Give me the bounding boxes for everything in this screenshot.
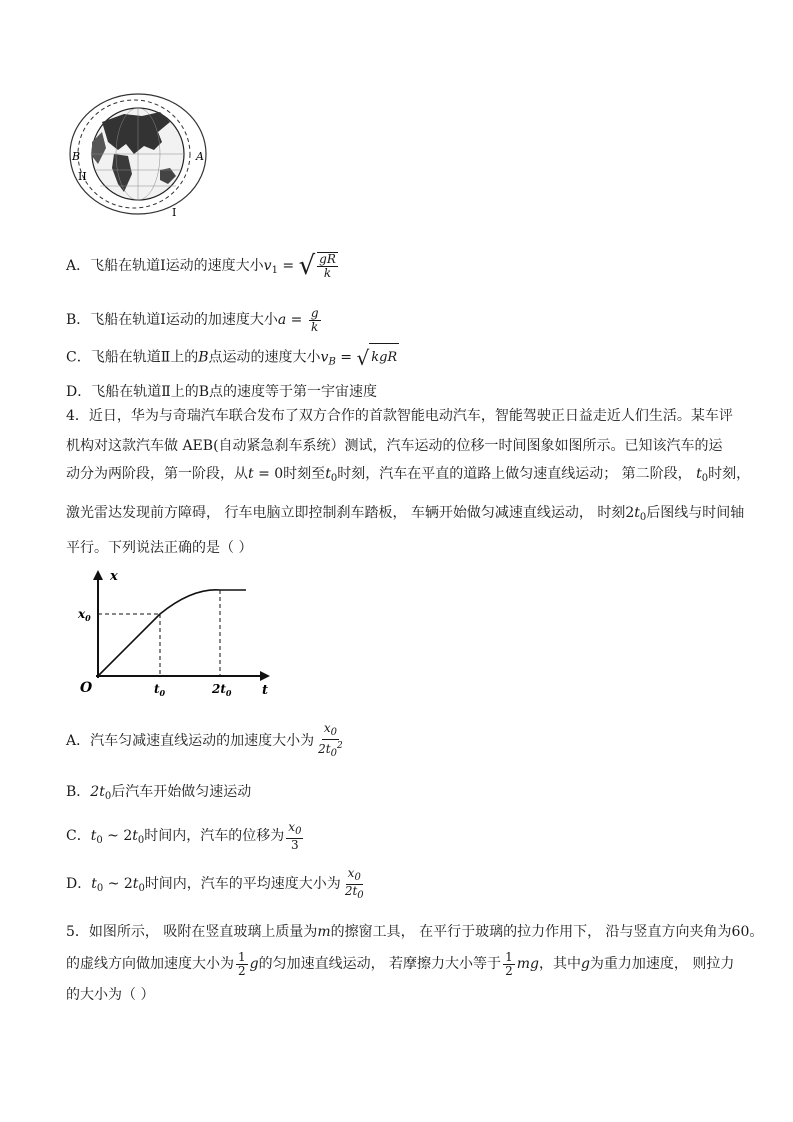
t0-label: [154, 682, 166, 698]
q4-b-mid: 2t: [90, 784, 105, 800]
q4-option-d: [66, 866, 368, 907]
q4-c-den: 3: [291, 837, 299, 852]
q3-b-num: g: [310, 305, 319, 320]
point-b-label: B: [72, 150, 81, 163]
q3-a-var: v: [263, 258, 272, 274]
q5-line1: [66, 922, 763, 942]
q4-line1-text: 4．近日，华为与奇瑞汽车联合发布了双方合作的首款智能电动汽车，智能驾驶正日益走近人们生活。某车评: [66, 408, 733, 424]
q4-d-tilde: ~ 2: [103, 876, 133, 892]
q4-c-t2: t: [132, 828, 138, 844]
q4-d-num: x: [347, 865, 355, 880]
q4-d-den-sub: 0: [357, 889, 364, 901]
q4-line3-d: 时刻，: [708, 466, 751, 482]
q4-line3: [66, 464, 750, 489]
q4-line4-a: 激光雷达发现前方障碍， 行车电脑立即控制刹车踏板， 车辆开始做匀减速直线运动， 时刻: [66, 505, 626, 521]
q4-line2-text: 机构对这款汽车做 AEB(自动紧急刹车系统）测试，汽车运动的位移一时间图象如图所示。已知该汽车的运: [66, 438, 723, 454]
q4-d-pre: D．: [66, 876, 92, 892]
q4-c-num: x: [288, 819, 296, 834]
q4-c-text: 时间内，汽车的位移为: [144, 828, 285, 844]
q4-d-num-sub: 0: [354, 871, 361, 883]
q5-g2: g: [580, 956, 590, 972]
q3-c-sub: B: [328, 356, 336, 368]
q5-line3-text: 的大小为（ ）: [66, 987, 155, 1003]
q5-g: g: [249, 956, 259, 972]
origin-label: O: [80, 680, 93, 696]
q3-c-sqrt: √ kgR: [356, 343, 399, 372]
q5-line2: [66, 946, 734, 982]
q3-option-d: [66, 382, 377, 402]
q4-d-t2: t: [132, 876, 139, 892]
q3-a-num: gR: [319, 252, 336, 266]
q4-c-frac: [286, 821, 303, 852]
q3-b-var: a: [277, 312, 287, 328]
orbit-figure: [62, 92, 212, 220]
q4-line3-b: = 0时刻至: [253, 466, 326, 482]
q3-a-sub: 1: [271, 265, 278, 276]
q5-line2-a: 的虚线方向做加速度大小为: [66, 956, 234, 972]
q3-c-text: C．飞船在轨道Ⅱ上的: [66, 349, 199, 366]
q4-a-text: A．汽车匀减速直线运动的加速度大小为: [66, 733, 315, 749]
q5-deg: 。: [749, 924, 764, 940]
q4-line4-b: 后图线与时间轴: [646, 505, 745, 521]
xt-graph-svg: [74, 566, 274, 698]
q4-line2: [66, 436, 723, 456]
q4-line5-text: 平行。下列说法正确的是（ ）: [66, 540, 253, 556]
q3-option-b: [66, 306, 323, 334]
2t0-label: [211, 682, 232, 698]
q4-b-text: 后汽车开始做匀速运动: [111, 784, 252, 800]
q4-b-sub: 0: [104, 791, 112, 802]
q5-m: m: [317, 924, 331, 940]
t0-label-sub: 0: [159, 688, 166, 698]
xt-graph: [74, 566, 274, 698]
q5-line1-b: 的擦窗工具， 在平行于玻璃的拉力作用下， 沿与竖直方向夹角为60: [330, 924, 750, 940]
q3-b-den: k: [311, 319, 319, 334]
q5-half-1-num: 1: [238, 949, 246, 964]
q3-d-text: D．飞船在轨道Ⅱ上的B点的速度等于第一宇宙速度: [66, 384, 378, 400]
q4-a-den-sup: 2: [336, 741, 343, 751]
q4-d-text: 时间内，汽车的平均速度大小为: [144, 876, 341, 892]
q5-half-2-num: 1: [505, 949, 513, 964]
q3-c-point: B: [198, 349, 209, 366]
q4-c-tilde: ~ 2: [102, 828, 133, 844]
orbit-1-label: I: [172, 206, 177, 219]
orbit-2-label: II: [78, 170, 87, 183]
q4-d-t-sub: 0: [96, 883, 104, 894]
q3-a-text: A．飞船在轨道Ⅰ运动的速度大小: [66, 258, 264, 274]
q4-line5: [66, 538, 252, 558]
q3-a-den: k: [323, 266, 332, 280]
q4-line4: [66, 503, 744, 528]
q4-option-b: [66, 782, 251, 807]
q4-d-t: t: [91, 876, 97, 892]
q4-d-frac: [343, 867, 366, 902]
x-axis-label: x: [110, 569, 118, 584]
2t0-label-main: 2t: [212, 682, 226, 696]
q4-t0-a: t: [325, 466, 331, 482]
q3-a-sqrt: √ $\frac{gR}{k}$: [298, 251, 336, 281]
q4-line3-t: t: [248, 466, 254, 482]
x0-label-sub: 0: [85, 613, 91, 623]
q4-c-num-sub: 0: [295, 825, 302, 837]
q3-c-sqrt-body: kgR: [369, 343, 399, 372]
q5-half-1: [236, 951, 248, 978]
t0-label-main: t: [154, 682, 160, 696]
q5-half-1-den: 2: [238, 963, 246, 978]
q4-c-pre: C．: [66, 828, 91, 844]
q4-a-frac: [316, 722, 345, 760]
q3-b-text: B．飞船在轨道Ⅰ运动的加速度大小: [66, 312, 278, 328]
q4-line1: [66, 406, 733, 426]
q4-a-den: 2t: [318, 742, 331, 756]
q4-t0-a-sub: 0: [330, 473, 338, 484]
q4-a-den-sub: 0: [330, 748, 337, 759]
x0-label-main: x: [78, 607, 86, 621]
q5-mg: mg: [516, 956, 539, 972]
q3-b-frac: [309, 307, 321, 334]
q4-d-den: 2t: [344, 883, 358, 898]
q4-a-num-sub: 0: [330, 727, 337, 738]
t-axis-label: t: [262, 683, 269, 698]
q3-option-c: [66, 343, 399, 377]
q4-c-t-sub: 0: [96, 835, 103, 846]
x0-label: [77, 607, 91, 623]
q5-line2-b: 的匀加速直线运动， 若摩擦力大小等于: [258, 956, 502, 972]
q4-d-t2-sub: 0: [138, 883, 145, 894]
point-a-label: A: [196, 150, 204, 163]
x-axis-arrow: [93, 570, 103, 580]
q3-c-var: v: [320, 349, 329, 366]
q4-t0-b-sub: 0: [701, 473, 709, 484]
q4-t0-c-sub: 0: [639, 512, 647, 523]
q5-half-2-den: 2: [505, 963, 513, 978]
xt-curve: [98, 590, 246, 676]
q4-two: 2: [625, 505, 635, 521]
q3-c-eq: =: [335, 349, 357, 366]
t-axis-arrow: [260, 671, 270, 681]
q4-t0-b: t: [696, 466, 702, 482]
q4-option-c: [66, 818, 305, 859]
q5-half-2: [503, 951, 515, 978]
q4-t0-c: t: [634, 505, 640, 521]
q4-a-num: x: [323, 721, 331, 735]
q4-b-pre: B．: [66, 784, 91, 800]
q5-line2-d: 为重力加速度， 则拉力: [589, 956, 735, 972]
q3-b-eq: =: [286, 312, 307, 328]
q4-c-t2-sub: 0: [137, 835, 145, 846]
q4-line3-a: 动分为两阶段，第一阶段，从: [66, 466, 248, 482]
q3-option-a: [66, 246, 340, 291]
q5-line1-a: 5．如图所示， 吸附在竖直玻璃上质量为: [66, 924, 318, 940]
q4-c-t: t: [90, 828, 97, 844]
orbit-diagram: [62, 92, 212, 220]
q3-a-eq: =: [277, 258, 299, 274]
q5-line3: [66, 985, 154, 1005]
q4-line3-c: 时刻，汽车在平直的道路上做匀速直线运动； 第二阶段，: [337, 466, 697, 482]
2t0-label-sub: 0: [225, 688, 232, 698]
q5-line2-c: ，其中: [538, 956, 581, 972]
q4-option-a: [66, 722, 347, 760]
q3-c-mid: 点运动的速度大小: [208, 349, 321, 366]
